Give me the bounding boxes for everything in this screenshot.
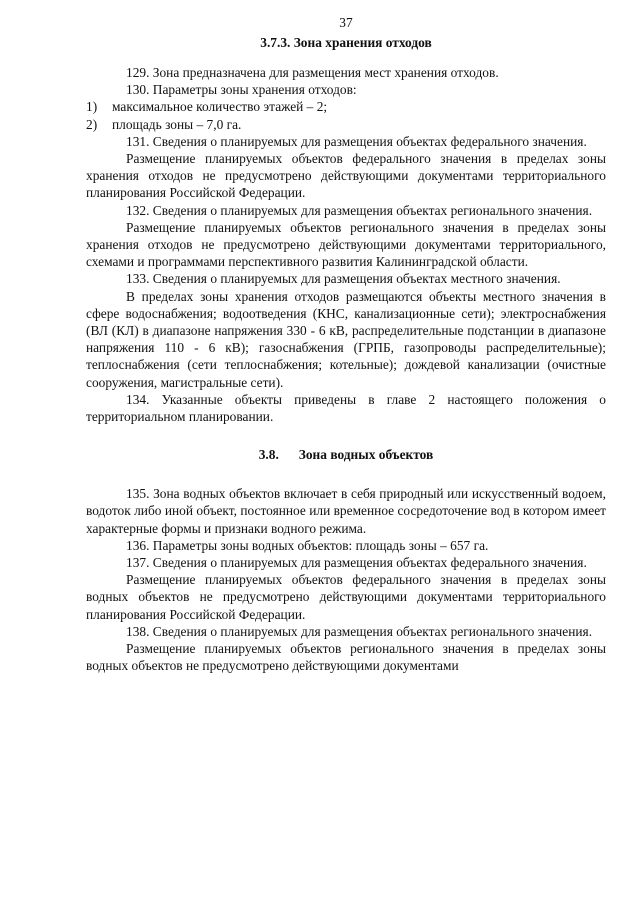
paragraph-136: 136. Параметры зоны водных объектов: площадь зоны – 657 га. [126, 537, 489, 553]
section-title: Зона водных объектов [298, 447, 434, 463]
paragraph-138: 138. Сведения о планируемых для размещения объектах регионального значения. [126, 623, 593, 639]
list-marker: 2) [86, 116, 98, 132]
section-heading-3-8 [86, 446, 606, 463]
list-item-text: максимальное количество этажей – 2; [112, 99, 328, 115]
paragraph-133: 133. Сведения о планируемых для размещения объектах местного значения. [126, 271, 561, 287]
list-item-text: площадь зоны – 7,0 га. [112, 116, 242, 132]
paragraph-132-text: Размещение планируемых объектов регионального значения в пределах зоны хранения отходов не предусмотрено действующими документами территориального, схемами и программами перспективного развития Калининградской области. [86, 219, 606, 270]
paragraph-138-text: Размещение планируемых объектов регионального значения в пределах зоны водных объектов не предусмотрено действующими документами [86, 641, 606, 674]
paragraph-131-text: Размещение планируемых объектов федерального значения в пределах зоны хранения отходов не предусмотрено действующими документами территориального планирования Российской Федерации. [86, 151, 606, 201]
page-number: 37 [339, 15, 353, 30]
paragraph-129: 129. Зона предназначена для размещения мест хранения отходов. [126, 65, 499, 80]
list-item [86, 116, 606, 133]
paragraph-133-text: В пределах зоны хранения отходов размещаются объекты местного значения в сфере водоснабжения; водоотведения (КНС, канализационные сети); электроснабжения (ВЛ (КЛ) в диапазоне напряжения 330 - 6 кВ, распределительные подстанции в диапазоне напряжения 110 - 6 кВ); газоснабжения (ГРПБ, газопроводы распределительные); теплоснабжения (сети теплоснабжения; котельные); дождевой канализации (очистные сооружения, магистральные сети). [86, 288, 606, 390]
paragraph-131: 131. Сведения о планируемых для размещения объектах федерального значения. [126, 133, 587, 149]
list-item [86, 98, 606, 115]
section-heading-3-7-3: 3.7.3. Зона хранения отходов [260, 35, 432, 50]
list-marker: 1) [86, 99, 98, 115]
paragraph-130: 130. Параметры зоны хранения отходов: [126, 82, 357, 98]
paragraph-137-text: Размещение планируемых объектов федерального значения в пределах зоны водных объектов не предусмотрено действующими документами территориального планирования Российской Федерации. [86, 572, 606, 622]
paragraph-137: 137. Сведения о планируемых для размещения объектах федерального значения. [126, 555, 587, 571]
paragraph-135: 135. Зона водных объектов включает в себя природный или искусственный водоем, водоток либо иной объект, постоянное или временное сосредоточение вод в котором имеет характерные формы и признаки водного режима. [86, 486, 606, 536]
paragraph-134: 134. Указанные объекты приведены в главе 2 настоящего положения о территориальном планировании. [86, 391, 606, 425]
paragraph-132: 132. Сведения о планируемых для размещения объектах регионального значения. [126, 202, 593, 218]
section-number: 3.8. [258, 447, 279, 463]
